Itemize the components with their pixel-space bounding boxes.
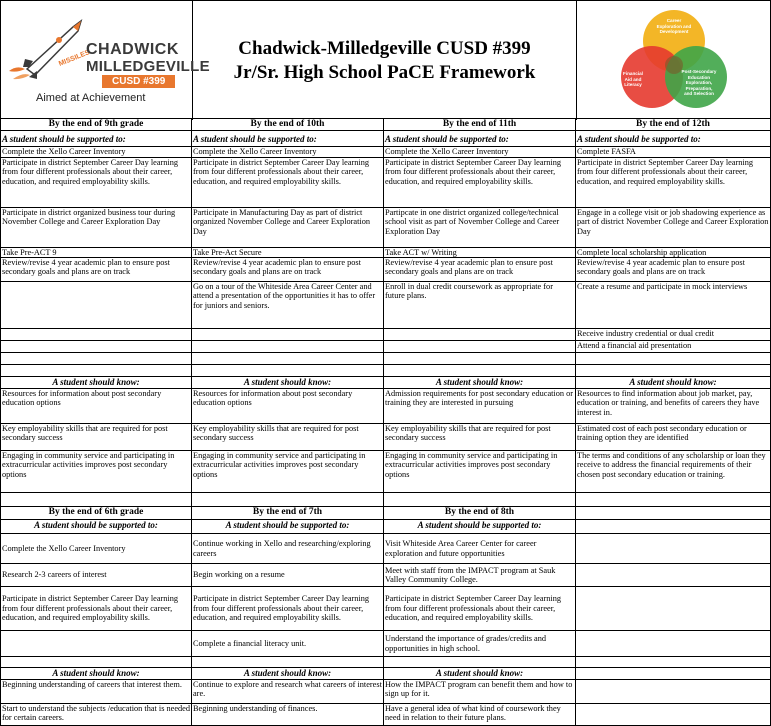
supported-label: A student should be supported to: [192, 131, 384, 147]
supported-item: Take Pre-Act Secure [192, 248, 384, 258]
supported-item: Complete the Xello Career Inventory [0, 534, 192, 564]
supported-item: Go on a tour of the Whiteside Area Career Center and attend a presentation of the opportunities it has to offer for juniors and seniors. [192, 282, 384, 329]
supported-label: A student should be supported to: [576, 131, 771, 147]
blank-cell [192, 657, 384, 668]
supported-item: Participate in district September Career Day learning from four different professionals about their career, education, and required employability skills. [0, 158, 192, 208]
pace-venn-diagram [577, 1, 771, 120]
know-item: Key employability skills that are required for post secondary success [192, 424, 384, 451]
venn-left-label: Financial Aid and Literacy [623, 71, 643, 87]
know-label: A student should know: [384, 377, 576, 389]
title-line1: Chadwick-Milledgeville CUSD #399 [238, 37, 531, 59]
blank-cell [0, 657, 192, 668]
blank-cell [576, 493, 771, 507]
blank-cell [384, 657, 576, 668]
page-title [193, 1, 577, 120]
supported-item: Complete the Xello Career Inventory [0, 147, 192, 158]
supported-item: Continue working in Xello and researching/exploring careers [192, 534, 384, 564]
supported-item: Review/revise 4 year academic plan to ensure post secondary goals and plans are on track [0, 258, 192, 282]
blank-cell [384, 353, 576, 365]
supported-label: A student should be supported to: [384, 131, 576, 147]
supported-item: Participate in district September Career Day learning from four different professionals about their career, education, and required employability skills. [576, 158, 771, 208]
know-label: A student should know: [0, 377, 192, 389]
blank-cell [0, 493, 192, 507]
supported-item: Participate in district September Career Day learning from four different professionals about their career, education, and required employability skills. [384, 587, 576, 631]
know-item: Continue to explore and research what careers of interest are. [192, 680, 384, 704]
blank-cell [576, 657, 771, 668]
supported-item: Complete local scholarship application [576, 248, 771, 258]
know-label: A student should know: [0, 668, 192, 680]
supported-item: Participate in district organized business tour during November College and Career Exploration Day [0, 208, 192, 248]
supported-item: Meet with staff from the IMPACT program at Sauk Valley Community College. [384, 564, 576, 587]
supported-item: Partipcate in one district organized college/technical school visit as part of November College and Career Exploration Day [384, 208, 576, 248]
blank-cell [0, 365, 192, 377]
logo-tagline: Aimed at Achievement [36, 92, 146, 104]
supported-item: Engage in a college visit or job shadowing experience as part of district November College and Career Exploration Day [576, 208, 771, 248]
supported-item: Participate in district September Career Day learning from four different professionals about their career, education, and required employability skills. [192, 158, 384, 208]
know-label: A student should know: [576, 377, 771, 389]
know-item: Have a general idea of what kind of coursework they need in relation to their future plans. [384, 704, 576, 726]
supported-label: A student should be supported to: [0, 520, 192, 534]
supported-item: Complete the Xello Career Inventory [384, 147, 576, 158]
logo-name2: MILLEDGEVILLE [86, 58, 210, 75]
supported-item: Research 2-3 careers of interest [0, 564, 192, 587]
grade-header: By the end of 8th [384, 507, 576, 520]
supported-item: Understand the importance of grades/credits and opportunities in high school. [384, 631, 576, 657]
framework-header [0, 0, 771, 119]
supported-item [384, 341, 576, 353]
logo-badge: CUSD #399 [102, 75, 175, 88]
blank-cell [576, 704, 771, 726]
venn-top-label: Career Exploration and Development [656, 18, 692, 34]
grade-header: By the end of 12th [576, 119, 771, 131]
blank-cell [576, 564, 771, 587]
know-item: Key employability skills that are required for post secondary success [0, 424, 192, 451]
supported-label: A student should be supported to: [192, 520, 384, 534]
know-label: A student should know: [192, 668, 384, 680]
supported-item: Receive industry credential or dual credit [576, 329, 771, 341]
know-item: Engaging in community service and participating in extracurricular activities improves post secondary options [384, 451, 576, 493]
blank-cell [192, 353, 384, 365]
know-item: Start to understand the subjects /education that is needed for certain careers. [0, 704, 192, 726]
supported-item: Create a resume and participate in mock interviews [576, 282, 771, 329]
supported-item: Participate in Manufacturing Day as part of district organized November College and Career Exploration Day [192, 208, 384, 248]
title-line2: Jr/Sr. High School PaCE Framework [233, 61, 536, 83]
supported-item: Participate in district September Career Day learning from four different professionals about their career, education, and required employability skills. [0, 587, 192, 631]
supported-item: Begin working on a resume [192, 564, 384, 587]
supported-label: A student should be supported to: [0, 131, 192, 147]
supported-item: Complete FASFA [576, 147, 771, 158]
blank-cell [576, 668, 771, 680]
venn-right-label: Post-Secondary Education Exploration, Preparation, and Selection [681, 69, 717, 96]
supported-item: Review/revise 4 year academic plan to ensure post secondary goals and plans are on track [576, 258, 771, 282]
grade-header: By the end of 11th [384, 119, 576, 131]
blank-cell [576, 353, 771, 365]
know-item: Resources for information about post secondary education options [0, 389, 192, 424]
know-item: Admission requirements for post secondary education or training they are interested in pursuing [384, 389, 576, 424]
know-item: Beginning understanding of finances. [192, 704, 384, 726]
blank-cell [576, 507, 771, 520]
supported-item [192, 329, 384, 341]
blank-cell [576, 631, 771, 657]
know-item: Resources to find information about job market, pay, education or training, and benefits of careers they have interest in. [576, 389, 771, 424]
supported-item: Complete the Xello Career Inventory [192, 147, 384, 158]
logo-name1: CHADWICK [86, 41, 179, 58]
know-item: Resources for information about post secondary education options [192, 389, 384, 424]
supported-item [384, 329, 576, 341]
rocket-icon [3, 9, 93, 89]
know-label: A student should know: [384, 668, 576, 680]
know-item: Beginning understanding of careers that interest them. [0, 680, 192, 704]
supported-label: A student should be supported to: [384, 520, 576, 534]
supported-item: Take ACT w/ Writing [384, 248, 576, 258]
supported-item [0, 282, 192, 329]
supported-item [0, 631, 192, 657]
supported-item: Review/revise 4 year academic plan to ensure post secondary goals and plans are on track [384, 258, 576, 282]
supported-item: Participate in district September Career Day learning from four different professionals about their career, education, and required employability skills. [192, 587, 384, 631]
blank-cell [0, 353, 192, 365]
blank-cell [576, 365, 771, 377]
grade-header: By the end of 10th [192, 119, 384, 131]
supported-item [0, 329, 192, 341]
blank-cell [576, 520, 771, 534]
supported-item: Attend a financial aid presentation [576, 341, 771, 353]
grade-header: By the end of 7th [192, 507, 384, 520]
know-label: A student should know: [192, 377, 384, 389]
grade-header: By the end of 6th grade [0, 507, 192, 520]
district-logo: MISSILES CHADWICK MILLEDGEVILLE CUSD #399 Aimed at Achievement [1, 1, 193, 120]
supported-item [0, 341, 192, 353]
grade-header: By the end of 9th grade [0, 119, 192, 131]
blank-cell [384, 493, 576, 507]
know-item: Engaging in community service and participating in extracurricular activities improves post secondary options [0, 451, 192, 493]
blank-cell [192, 493, 384, 507]
know-item: The terms and conditions of any scholarship or loan they receive to address the financial requirements of their chosen post secondary education or training. [576, 451, 771, 493]
blank-cell [384, 365, 576, 377]
blank-cell [576, 680, 771, 704]
supported-item [192, 341, 384, 353]
blank-cell [192, 365, 384, 377]
supported-item: Take Pre-ACT 9 [0, 248, 192, 258]
supported-item: Participate in district September Career Day learning from four different professionals about their career, education, and required employability skills. [384, 158, 576, 208]
know-item: Estimated cost of each post secondary education or training option they are identified [576, 424, 771, 451]
supported-item: Visit Whiteside Area Career Center for career exploration and future opportunities [384, 534, 576, 564]
blank-cell [576, 587, 771, 631]
pace-framework-table [0, 119, 771, 726]
supported-item: Enroll in dual credit coursework as appropriate for future plans. [384, 282, 576, 329]
know-item: Key employability skills that are required for post secondary success [384, 424, 576, 451]
know-item: How the IMPACT program can benefit them and how to sign up for it. [384, 680, 576, 704]
supported-item: Complete a financial literacy unit. [192, 631, 384, 657]
blank-cell [576, 534, 771, 564]
know-item: Engaging in community service and participating in extracurricular activities improves post secondary options [192, 451, 384, 493]
supported-item: Review/revise 4 year academic plan to ensure post secondary goals and plans are on track [192, 258, 384, 282]
